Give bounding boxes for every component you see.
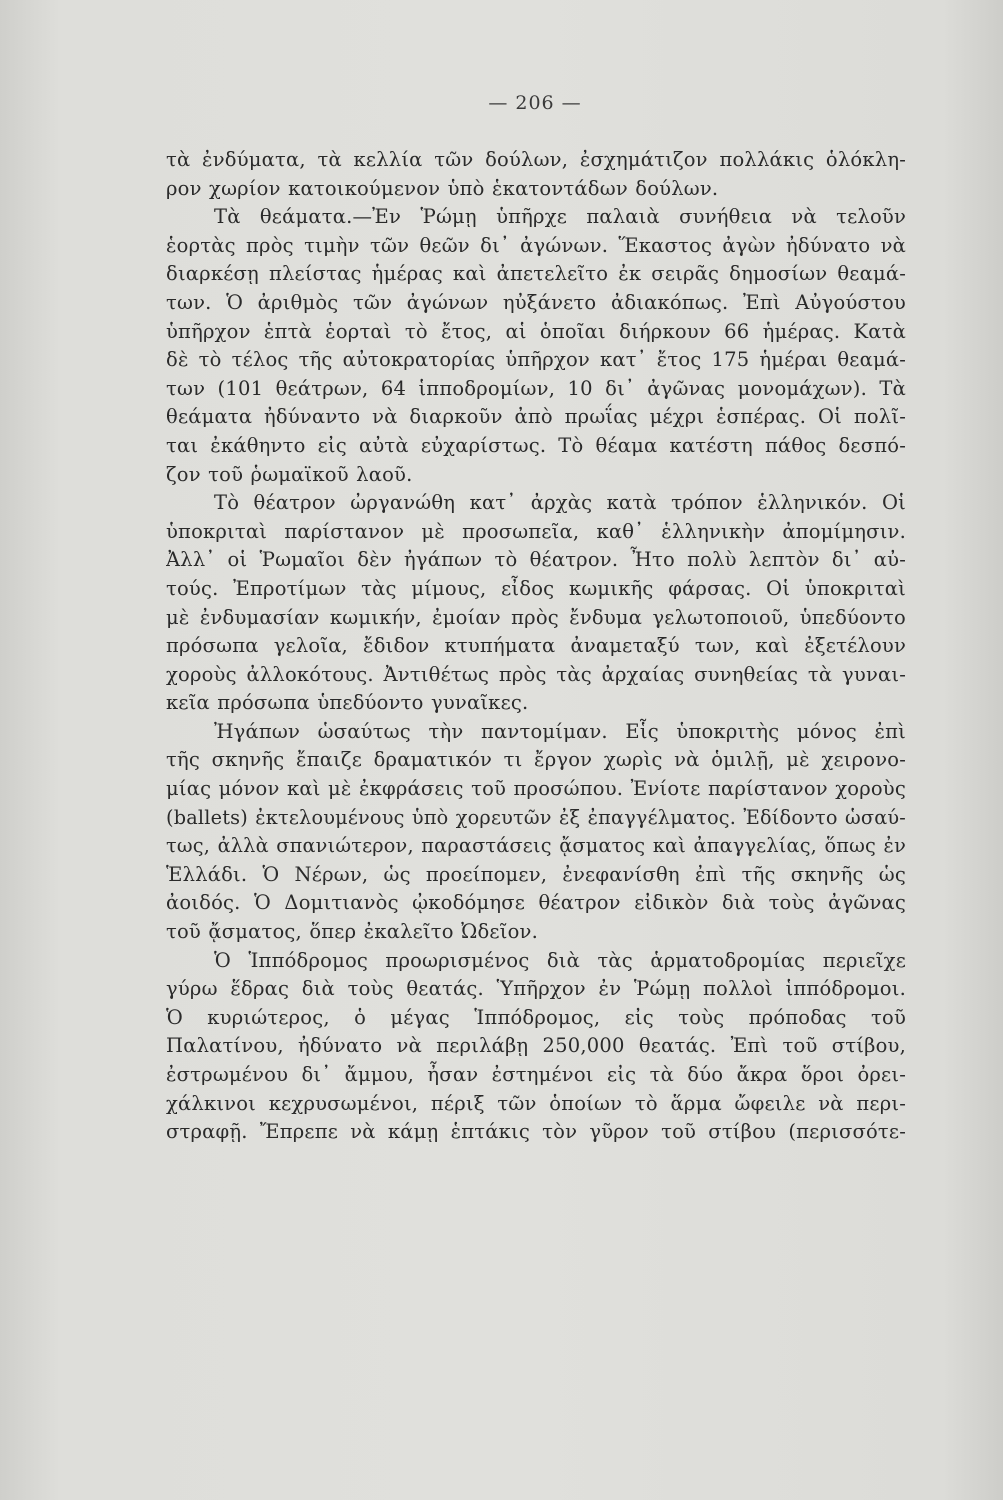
text-line: μὲ ἐνδυμασίαν κωμικήν, ἐμοίαν πρὸς ἔνδυμα γελωτοποιοῦ, ὑπεδύοντο xyxy=(166,605,906,629)
text-line: χοροὺς ἀλλοκότους. Ἀντιθέτως πρὸς τὰς ἀρχαίας συνηθείας τὰ γυναι- xyxy=(166,662,906,686)
text-line: τοῦ ᾄσματος, ὅπερ ἐκαλεῖτο Ὠδεῖον. xyxy=(166,920,538,944)
text-line: Ἑλλάδι. Ὁ Νέρων, ὡς προείπομεν, ἐνεφανίσθη ἐπὶ τῆς σκηνῆς ὡς xyxy=(166,862,906,886)
text-line: Ὁ Ἱππόδρομος προωρισμένος διὰ τὰς ἁρματοδρομίας περιεῖχε xyxy=(214,948,906,972)
text-line: τούς. Ἐπροτίμων τὰς μίμους, εἶδος κωμικῆς φάρσας. Οἱ ὑποκριταὶ xyxy=(166,576,906,600)
text-line: Ἠγάπων ὡσαύτως τὴν παντομίμαν. Εἷς ὑποκριτὴς μόνος ἐπὶ xyxy=(214,719,906,743)
text-line: διαρκέσῃ πλείστας ἡμέρας καὶ ἀπετελεῖτο ἐκ σειρᾶς δημοσίων θεαμά- xyxy=(166,262,906,286)
text-line: τως, ἀλλὰ σπανιώτερον, παραστάσεις ᾄσματος καὶ ἀπαγγελίας, ὅπως ἐν xyxy=(166,834,906,858)
page-number: — 206 — xyxy=(488,92,582,114)
text-line: δὲ τὸ τέλος τῆς αὐτοκρατορίας ὑπῆρχον κατ᾽ ἔτος 175 ἡμέραι θεαμά- xyxy=(166,348,906,372)
paragraph xyxy=(166,489,906,718)
text-line: ἀοιδός. Ὁ Δομιτιανὸς ᾠκοδόμησε θέατρον εἰδικὸν διὰ τοὺς ἀγῶνας xyxy=(166,891,906,915)
text-line: ἐστρωμένου δι᾽ ἄμμου, ἦσαν ἐστημένοι εἰς τὰ δύο ἄκρα ὅροι ὀρει- xyxy=(166,1063,906,1086)
text-line: ται ἐκάθηντο εἰς αὐτὰ εὐχαρίστως. Τὸ θέαμα κατέστη πάθος δεσπό- xyxy=(166,433,906,457)
text-line: (ballets) ἐκτελουμένους ὑπὸ χορευτῶν ἐξ ἐπαγγέλματος. Ἐδίδοντο ὡσαύ- xyxy=(166,805,906,829)
text-line: ὑποκριταὶ παρίστανον μὲ προσωπεῖα, καθ᾽ ἑλληνικὴν ἀπομίμησιν. xyxy=(166,519,906,543)
text-line: Ἀλλ᾽ οἱ Ῥωμαῖοι δὲν ἠγάπων τὸ θέατρον. Ἦτο πολὺ λεπτὸν δι᾽ αὐ- xyxy=(166,548,906,572)
text-line: Τὰ θεάματα.—Ἐν Ῥώμῃ ὑπῆρχε παλαιὰ συνήθεια νὰ τελοῦν xyxy=(214,205,906,229)
text-line: των. Ὁ ἀριθμὸς τῶν ἀγώνων ηὐξάνετο ἀδιακόπως. Ἐπὶ Αὐγούστου xyxy=(166,290,906,314)
paragraph xyxy=(166,947,906,1147)
text-line: γύρω ἕδρας διὰ τοὺς θεατάς. Ὑπῆρχον ἐν Ῥώμῃ πολλοὶ ἱππόδρομοι. xyxy=(166,977,906,1001)
text-line: τὰ ἐνδύματα, τὰ κελλία τῶν δούλων, ἐσχημάτιζον πολλάκις ὁλόκλη- xyxy=(166,148,906,171)
text-line: Τὸ θέατρον ὠργανώθη κατ᾽ ἀρχὰς κατὰ τρόπον ἑλληνικόν. Οἱ xyxy=(214,491,906,515)
text-line: πρόσωπα γελοῖα, ἔδιδον κτυπήματα ἀναμεταξύ των, καὶ ἐξετέλουν xyxy=(166,634,906,658)
text-line: ὑπῆρχον ἑπτὰ ἑορταὶ τὸ ἔτος, αἱ ὁποῖαι διήρκουν 66 ἡμέρας. Κατὰ xyxy=(166,319,906,343)
text-line: θεάματα ἠδύναντο νὰ διαρκοῦν ἀπὸ πρωΐας μέχρι ἑσπέρας. Οἱ πολῖ- xyxy=(166,405,906,429)
text-line: των (101 θεάτρων, 64 ἱπποδρομίων, 10 δι᾽ ἀγῶνας μονομάχων). Τὰ xyxy=(166,376,906,400)
text-line: κεῖα πρόσωπα ὑπεδύοντο γυναῖκες. xyxy=(166,691,529,715)
paragraph xyxy=(166,203,906,489)
text-line: Ὁ κυριώτερος, ὁ μέγας Ἱππόδρομος, εἰς τοὺς πρόποδας τοῦ xyxy=(166,1005,906,1029)
text-line: Παλατίνου, ἠδύνατο νὰ περιλάβῃ 250,000 θεατάς. Ἐπὶ τοῦ στίβου, xyxy=(166,1034,906,1058)
body-text xyxy=(166,146,906,1147)
text-line: ζον τοῦ ῥωμαϊκοῦ λαοῦ. xyxy=(166,462,413,486)
text-line: ρον χωρίον κατοικούμενον ὑπὸ ἑκατοντάδων δούλων. xyxy=(166,176,719,200)
paragraph xyxy=(166,718,906,947)
paragraph xyxy=(166,146,906,203)
text-line: μίας μόνον καὶ μὲ ἐκφράσεις τοῦ προσώπου. Ἐνίοτε παρίστανον χοροὺς xyxy=(166,777,906,801)
text-line: στραφῇ. Ἔπρεπε νὰ κάμῃ ἑπτάκις τὸν γῦρον τοῦ στίβου (περισσότε- xyxy=(166,1120,906,1144)
text-line: ἑορτὰς πρὸς τιμὴν τῶν θεῶν δι᾽ ἀγώνων. Ἕκαστος ἀγὼν ἠδύνατο νὰ xyxy=(166,233,906,257)
text-line: χάλκινοι κεχρυσωμένοι, πέριξ τῶν ὁποίων τὸ ἅρμα ὤφειλε νὰ περι- xyxy=(166,1091,906,1115)
text-line: τῆς σκηνῆς ἔπαιζε δραματικόν τι ἔργον χωρὶς νὰ ὁμιλῇ, μὲ χειρονο- xyxy=(166,748,906,772)
